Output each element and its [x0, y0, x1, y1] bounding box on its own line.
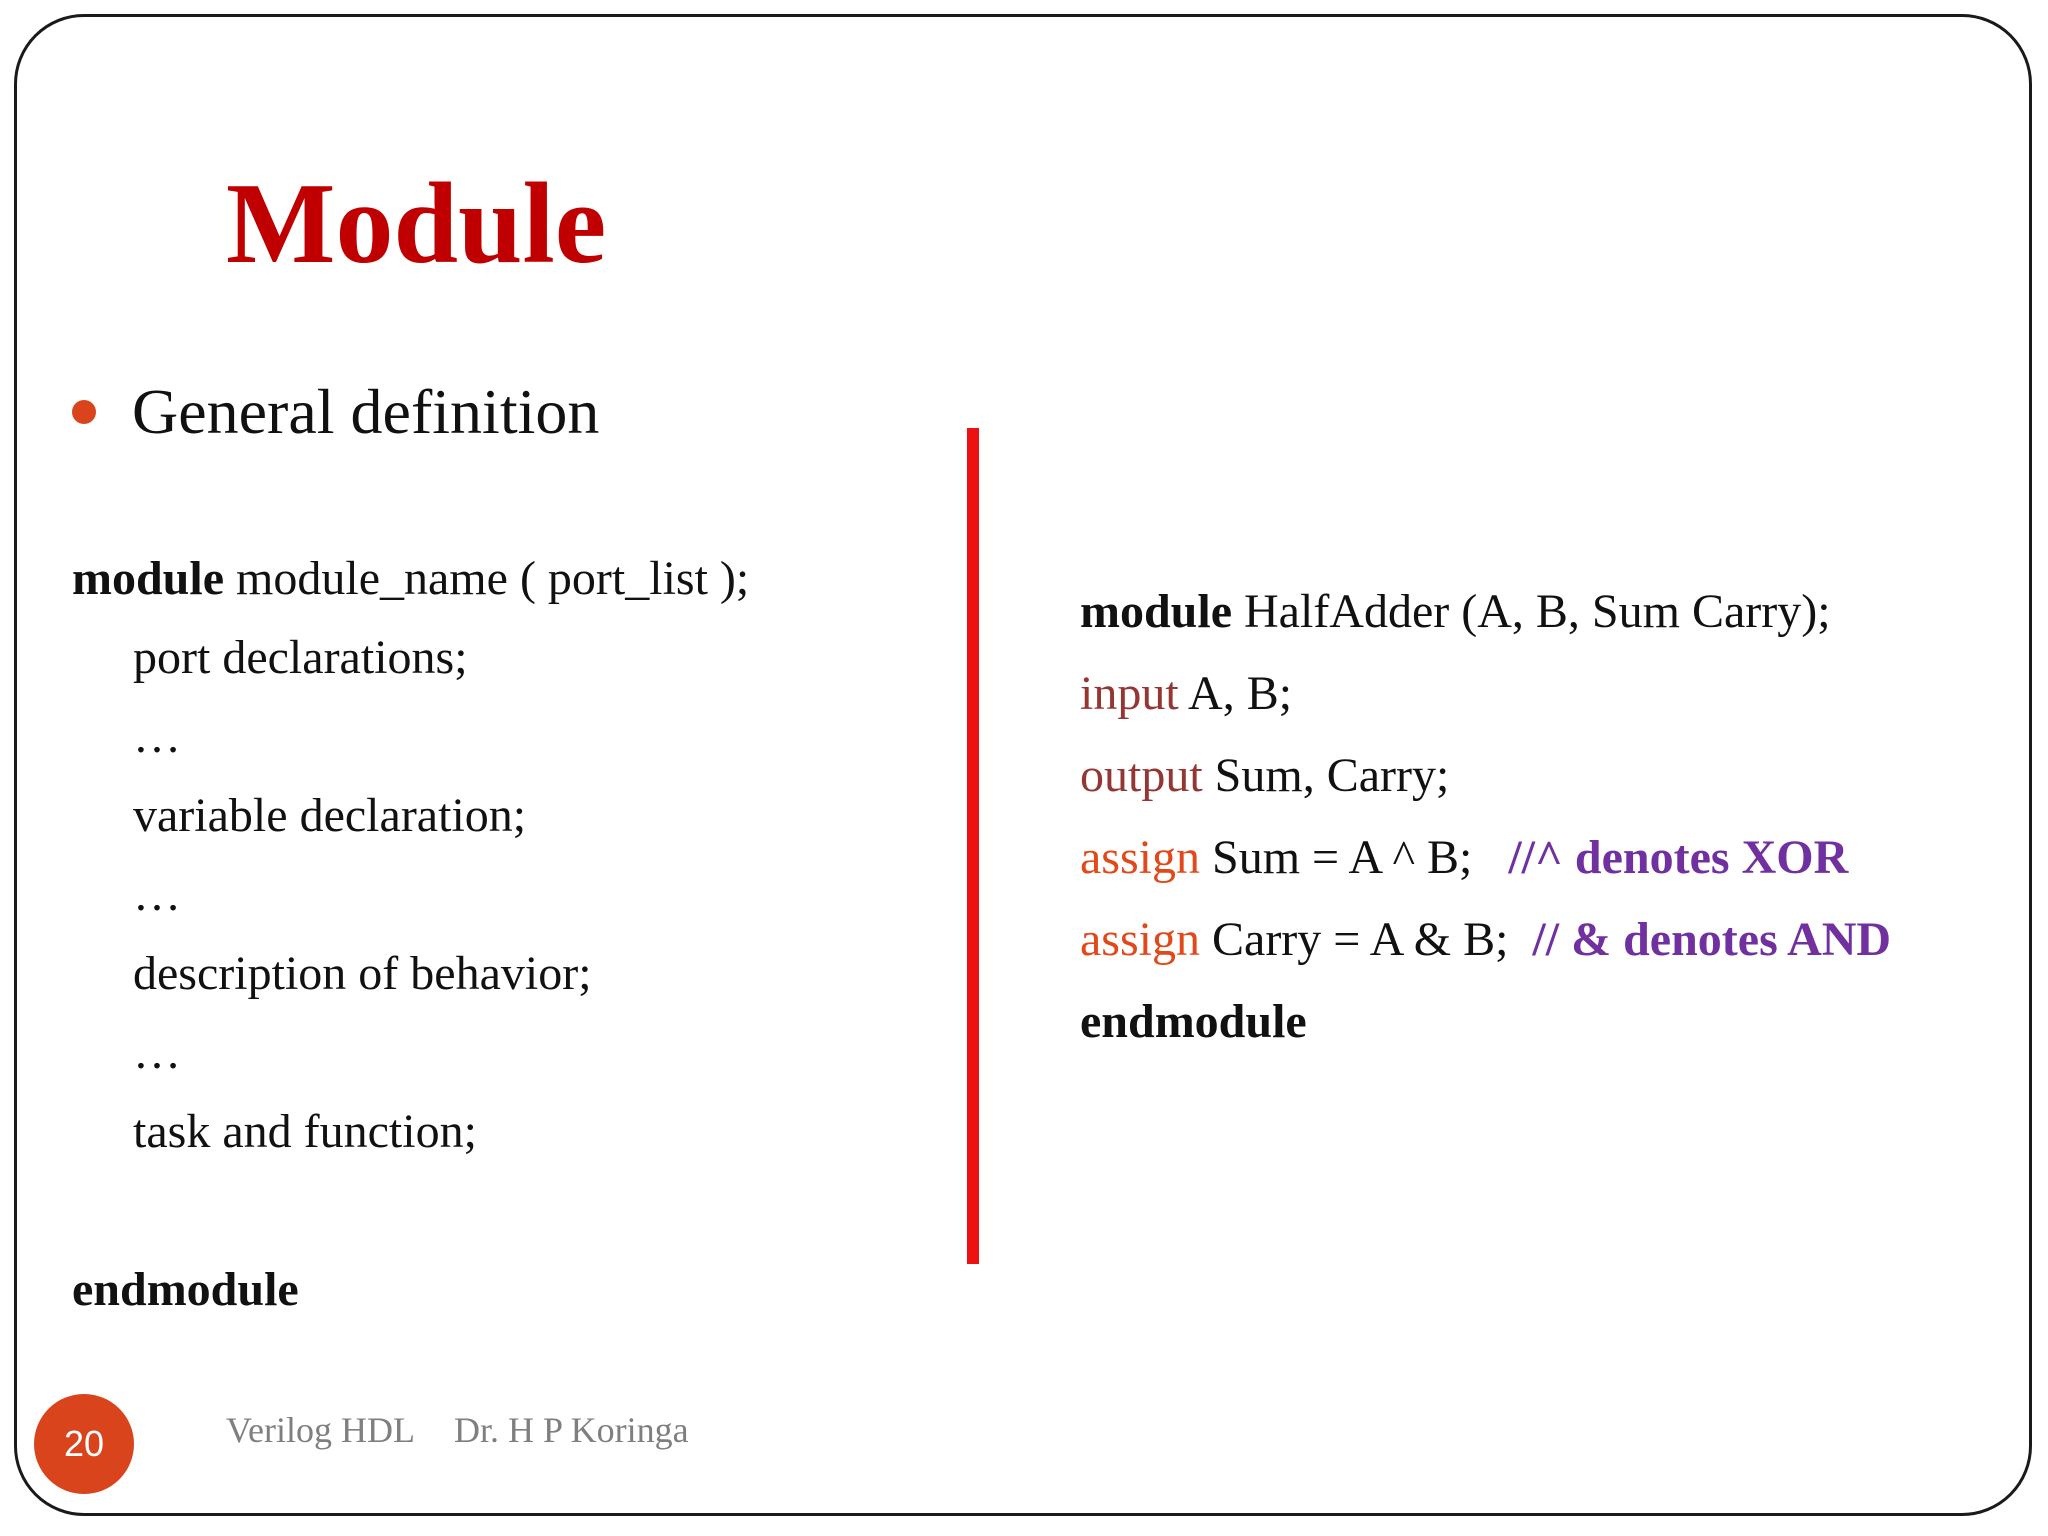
code-comment: // & denotes AND [1532, 913, 1892, 966]
code-line-ellipsis: … [133, 868, 181, 921]
code-text: Sum = A ^ B; [1200, 831, 1509, 884]
code-line-ellipsis: … [133, 1026, 181, 1079]
slide-title: Module [226, 160, 607, 288]
code-line-task-and-function: task and function; [133, 1105, 477, 1158]
bullet-dot-icon [72, 400, 96, 424]
bullet-text: General definition [132, 376, 600, 447]
code-line-ellipsis: … [133, 710, 181, 763]
code-line-assign-sum [1080, 831, 1849, 884]
keyword-output: output [1080, 749, 1203, 802]
code-text: Carry = A & B; [1200, 913, 1533, 966]
code-line-endmodule: endmodule [1080, 995, 1307, 1048]
keyword-module: module [72, 552, 225, 605]
code-line-endmodule: endmodule [72, 1263, 299, 1316]
keyword-input: input [1080, 667, 1179, 720]
keyword-assign: assign [1080, 831, 1200, 884]
code-comment: //^ denotes XOR [1508, 831, 1849, 884]
vertical-divider [967, 428, 979, 1264]
code-line-input [1080, 667, 1293, 720]
code-line-output [1080, 749, 1450, 802]
bullet-item [72, 376, 600, 447]
keyword-assign: assign [1080, 913, 1200, 966]
code-line-module [1080, 585, 1831, 638]
code-text: module_name ( port_list ); [224, 552, 750, 605]
page-number-badge: 20 [34, 1394, 134, 1494]
code-line-port-declarations: port declarations; [133, 631, 468, 684]
footer-course: Verilog HDL [226, 1410, 415, 1450]
code-text: Sum, Carry; [1202, 749, 1450, 802]
keyword-module: module [1080, 585, 1233, 638]
code-line-module [72, 552, 750, 605]
footer-author: Dr. H P Koringa [454, 1410, 689, 1450]
code-line-variable-declaration: variable declaration; [133, 789, 527, 842]
code-line-description-of-behavior: description of behavior; [133, 947, 592, 1000]
code-line-assign-carry [1080, 913, 1892, 966]
code-text: A, B; [1178, 667, 1293, 720]
code-text: HalfAdder (A, B, Sum Carry); [1232, 585, 1831, 638]
